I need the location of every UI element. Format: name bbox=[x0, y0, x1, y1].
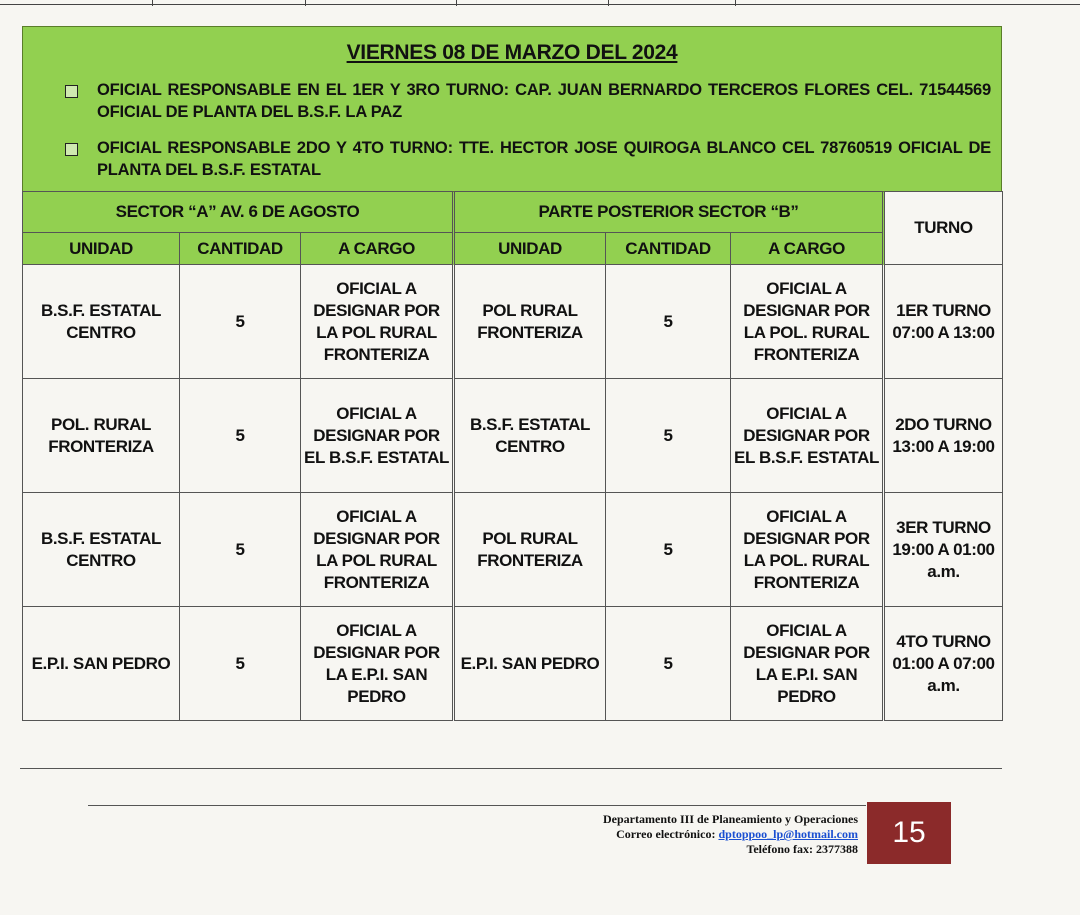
col-cantidad-b: CANTIDAD bbox=[606, 233, 731, 265]
footer-email-line bbox=[603, 827, 858, 842]
page-number-badge: 15 bbox=[867, 802, 951, 864]
col-a-cargo-b: A CARGO bbox=[731, 233, 884, 265]
cell-unidad-a: B.S.F. ESTATAL CENTRO bbox=[23, 493, 180, 607]
responsible-officer-2: OFICIAL RESPONSABLE 2DO Y 4TO TURNO: TTE. HECTOR JOSE QUIROGA BLANCO CEL 78760519 OFICIAL DE PLANTA DEL B.S.F. ESTATAL bbox=[97, 139, 991, 179]
table-row bbox=[23, 493, 1003, 607]
sector-b-header: PARTE POSTERIOR SECTOR “B” bbox=[454, 192, 884, 233]
cell-cargo-b: OFICIAL A DESIGNAR POR LA E.P.I. SAN PEDRO bbox=[731, 607, 884, 721]
cell-cargo-b: OFICIAL A DESIGNAR POR EL B.S.F. ESTATAL bbox=[731, 379, 884, 493]
cell-cantidad-a: 5 bbox=[180, 493, 301, 607]
footer-phone: Teléfono fax: 2377388 bbox=[746, 842, 858, 856]
cell-unidad-b: POL RURAL FRONTERIZA bbox=[454, 265, 606, 379]
table-row bbox=[23, 265, 1003, 379]
cell-unidad-b: E.P.I. SAN PEDRO bbox=[454, 607, 606, 721]
cell-unidad-a: E.P.I. SAN PEDRO bbox=[23, 607, 180, 721]
cell-unidad-a: B.S.F. ESTATAL CENTRO bbox=[23, 265, 180, 379]
cell-turno: 2DO TURNO 13:00 A 19:00 bbox=[884, 379, 1003, 493]
cell-cargo-b: OFICIAL A DESIGNAR POR LA POL. RURAL FRONTERIZA bbox=[731, 265, 884, 379]
cell-cantidad-a: 5 bbox=[180, 265, 301, 379]
col-unidad-a: UNIDAD bbox=[23, 233, 180, 265]
footer-email-link[interactable]: dptoppoo_lp@hotmail.com bbox=[718, 827, 858, 841]
checkbox-bullet-icon bbox=[65, 85, 78, 98]
footer-contact bbox=[603, 812, 858, 857]
col-a-cargo-a: A CARGO bbox=[301, 233, 454, 265]
turno-header: TURNO bbox=[884, 192, 1003, 265]
cell-cargo-b: OFICIAL A DESIGNAR POR LA POL. RURAL FRONTERIZA bbox=[731, 493, 884, 607]
roster-table bbox=[22, 191, 1003, 721]
cell-unidad-a: POL. RURAL FRONTERIZA bbox=[23, 379, 180, 493]
cell-cargo-a: OFICIAL A DESIGNAR POR LA POL RURAL FRONTERIZA bbox=[301, 493, 454, 607]
cell-unidad-b: B.S.F. ESTATAL CENTRO bbox=[454, 379, 606, 493]
cell-turno: 3ER TURNO 19:00 A 01:00 a.m. bbox=[884, 493, 1003, 607]
checkbox-bullet-icon bbox=[65, 143, 78, 156]
cell-cantidad-a: 5 bbox=[180, 379, 301, 493]
cell-cargo-a: OFICIAL A DESIGNAR POR EL B.S.F. ESTATAL bbox=[301, 379, 454, 493]
footer-department: Departamento III de Planeamiento y Operaciones bbox=[603, 812, 858, 826]
header-box bbox=[22, 26, 1002, 192]
col-cantidad-a: CANTIDAD bbox=[180, 233, 301, 265]
cell-unidad-b: POL RURAL FRONTERIZA bbox=[454, 493, 606, 607]
footer-email-label: Correo electrónico: bbox=[616, 827, 716, 841]
sector-a-header: SECTOR “A” AV. 6 DE AGOSTO bbox=[23, 192, 454, 233]
table-row bbox=[23, 607, 1003, 721]
table-row bbox=[23, 379, 1003, 493]
cell-cantidad-b: 5 bbox=[606, 265, 731, 379]
divider bbox=[88, 805, 866, 806]
cell-cantidad-a: 5 bbox=[180, 607, 301, 721]
top-table-edge bbox=[0, 0, 1080, 5]
cell-cantidad-b: 5 bbox=[606, 379, 731, 493]
date-title: VIERNES 08 DE MARZO DEL 2024 bbox=[346, 41, 678, 64]
cell-turno: 4TO TURNO 01:00 A 07:00 a.m. bbox=[884, 607, 1003, 721]
cell-cantidad-b: 5 bbox=[606, 493, 731, 607]
cell-cargo-a: OFICIAL A DESIGNAR POR LA E.P.I. SAN PEDRO bbox=[301, 607, 454, 721]
responsible-officer-1: OFICIAL RESPONSABLE EN EL 1ER Y 3RO TURNO: CAP. JUAN BERNARDO TERCEROS FLORES CEL. 71544569 OFICIAL DE PLANTA DEL B.S.F. LA PAZ bbox=[97, 81, 991, 121]
col-unidad-b: UNIDAD bbox=[454, 233, 606, 265]
cell-turno: 1ER TURNO 07:00 A 13:00 bbox=[884, 265, 1003, 379]
cell-cantidad-b: 5 bbox=[606, 607, 731, 721]
divider bbox=[20, 768, 1002, 769]
cell-cargo-a: OFICIAL A DESIGNAR POR LA POL RURAL FRONTERIZA bbox=[301, 265, 454, 379]
